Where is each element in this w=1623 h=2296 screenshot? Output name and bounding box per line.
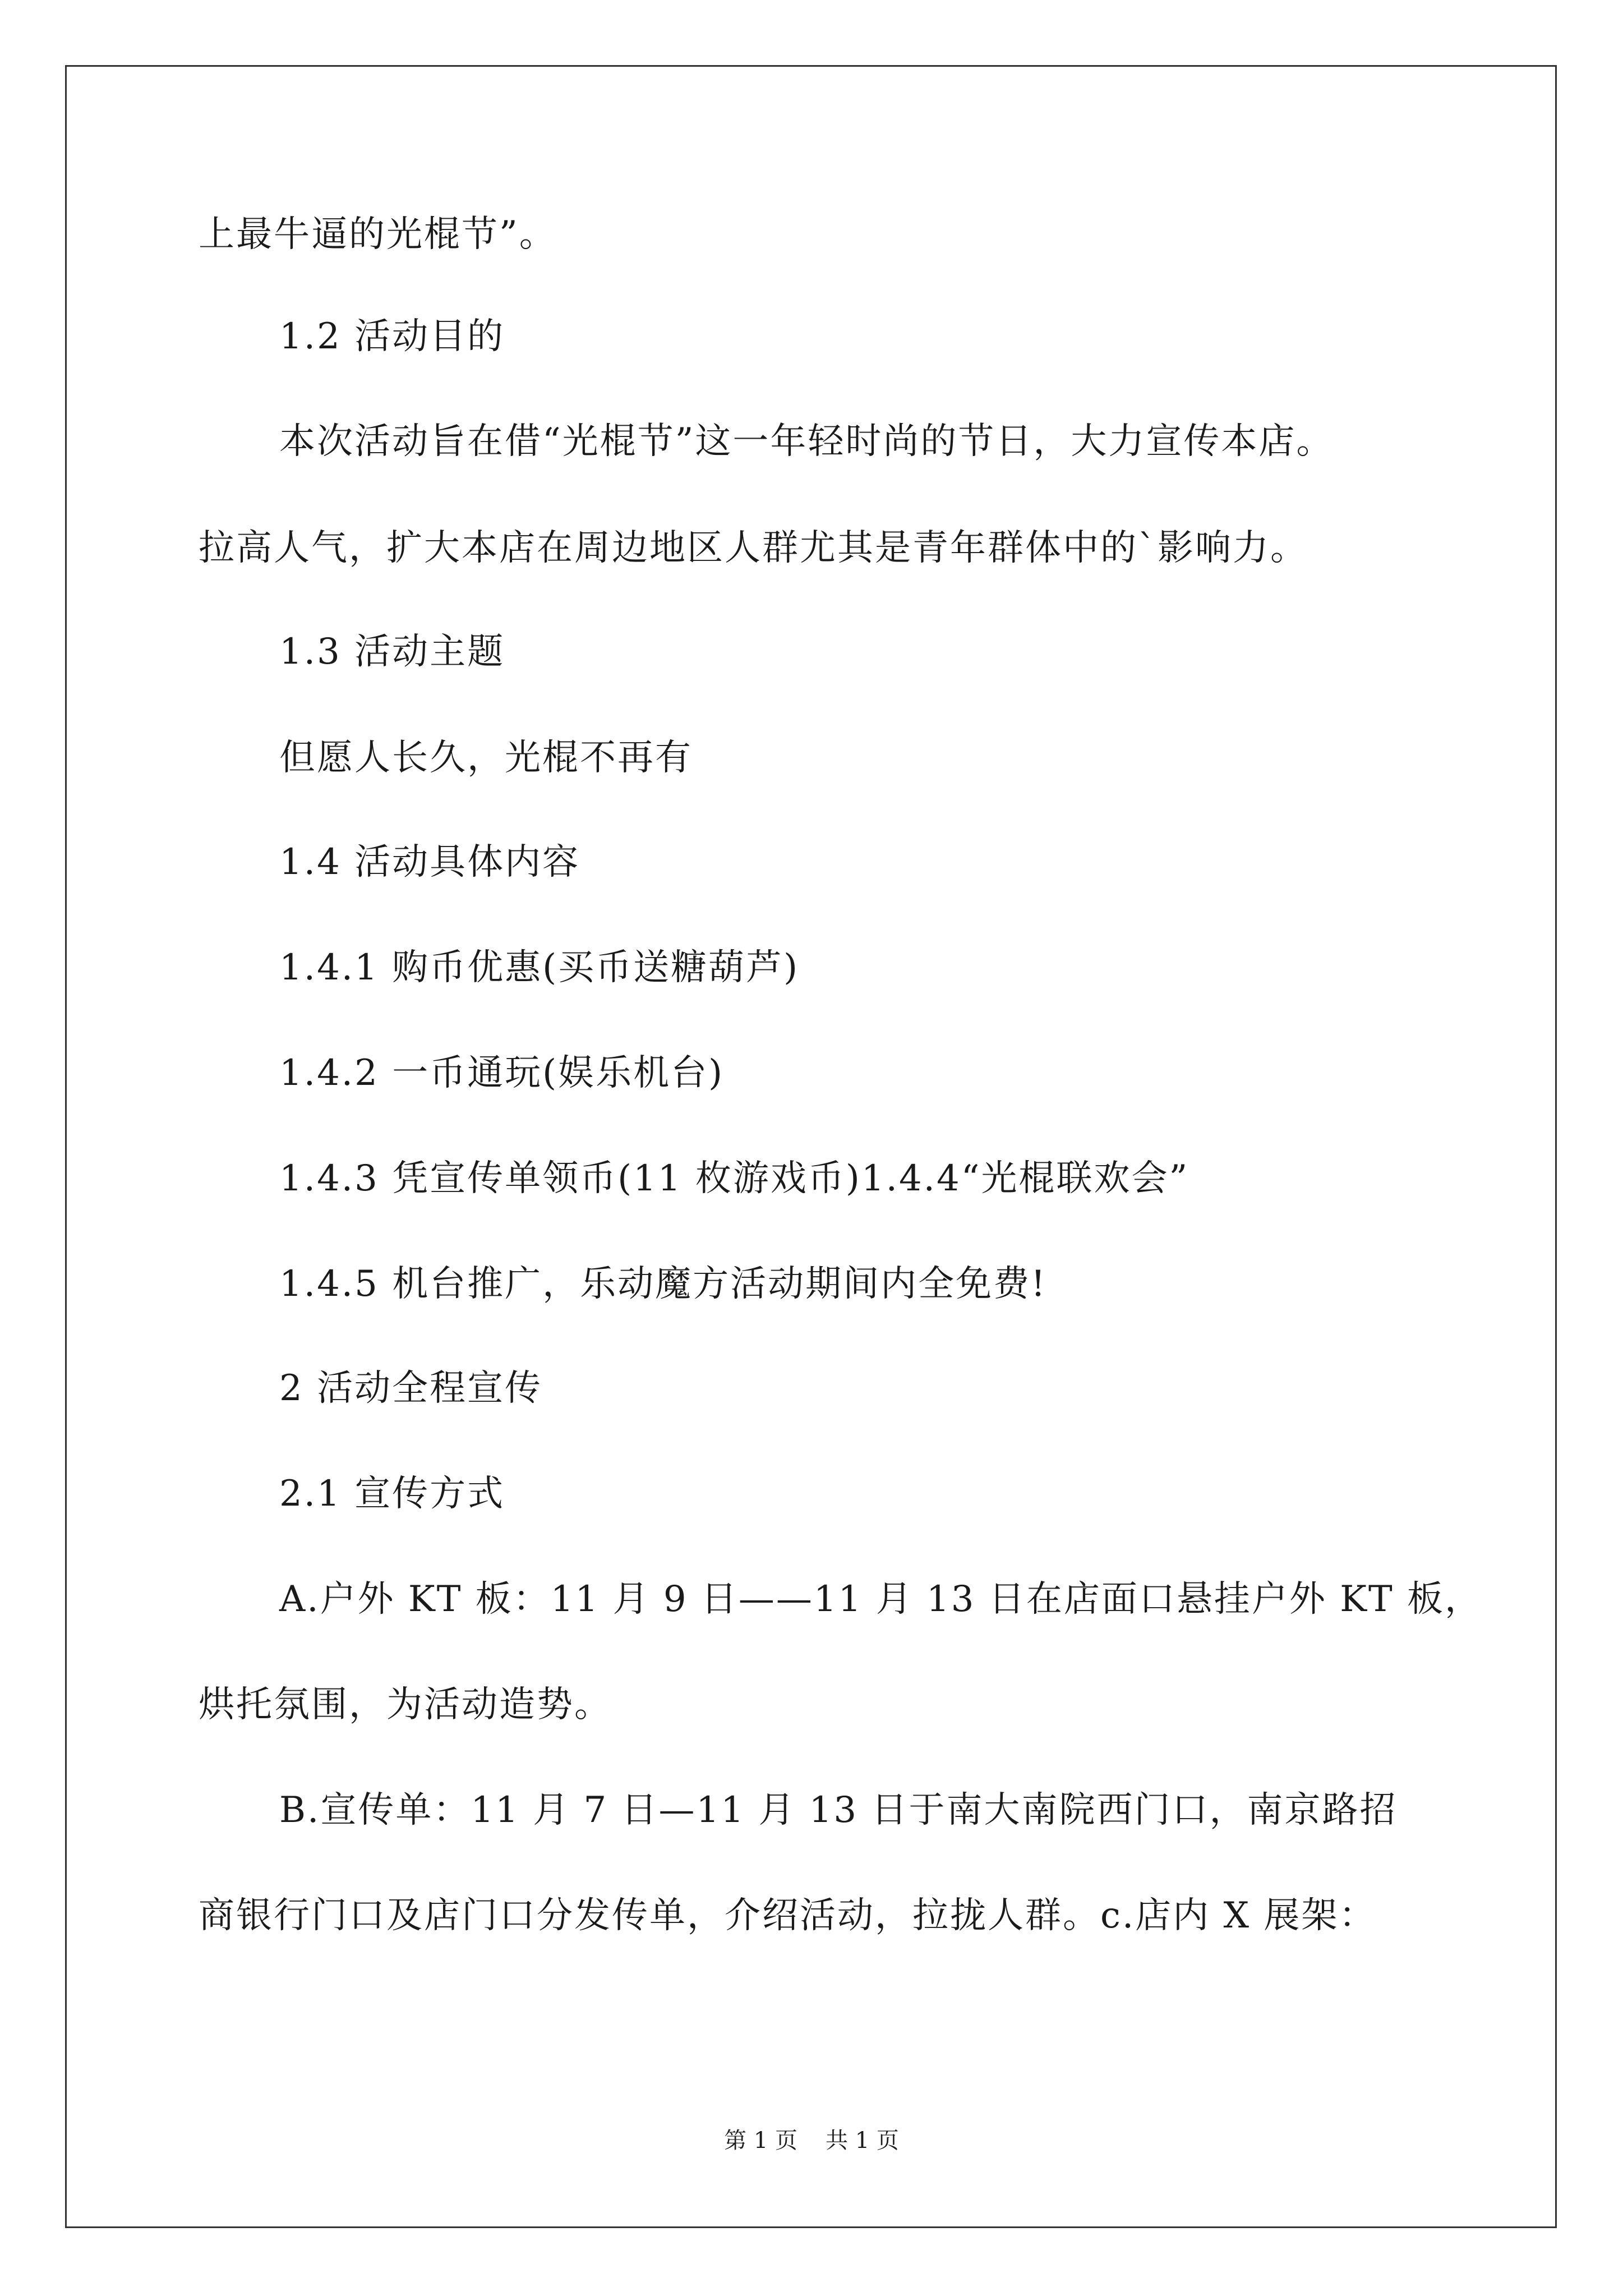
list-item: 1.4.5 机台推广，乐动魔方活动期间内全免费! xyxy=(279,1263,1047,1305)
paragraph-line: 但愿人长久，光棍不再有 xyxy=(279,737,693,779)
paragraph-line: 本次活动旨在借“光棍节”这一年轻时尚的节日，大力宣传本店。 xyxy=(279,421,1334,462)
section-heading: 1.2 活动目的 xyxy=(279,316,505,357)
section-heading: 1.3 活动主题 xyxy=(279,631,505,673)
list-item: 1.4.3 凭宣传单领币(11 枚游戏币)1.4.4“光棍联欢会” xyxy=(279,1158,1189,1199)
paragraph-line: 烘托氛围，为活动造势。 xyxy=(199,1684,612,1726)
section-heading: 1.4 活动具体内容 xyxy=(279,841,580,883)
list-item: 1.4.1 购币优惠(买币送糖葫芦) xyxy=(279,947,800,988)
paragraph-line: 上最牛逼的光棍节”。 xyxy=(199,214,557,255)
section-heading: 2 活动全程宣传 xyxy=(279,1368,543,1409)
paragraph-line: 商银行门口及店门口分发传单，介绍活动，拉拢人群。c.店内 X 展架： xyxy=(199,1895,1377,1936)
paragraph-line: A.户外 KT 板：11 月 9 日——11 月 13 日在店面口悬挂户外 KT 板， xyxy=(279,1579,1483,1620)
page-footer xyxy=(0,2124,1623,2157)
page-number: 第 1 页 xyxy=(724,2128,797,2154)
paragraph-line: B.宣传单：11 月 7 日—11 月 13 日于南大南院西门口，南京路招 xyxy=(279,1789,1398,1831)
list-item: 1.4.2 一币通玩(娱乐机台) xyxy=(279,1052,725,1094)
page-total: 共 1 页 xyxy=(826,2128,899,2154)
section-heading: 2.1 宣传方式 xyxy=(279,1473,505,1515)
paragraph-line: 拉高人气，扩大本店在周边地区人群尤其是青年群体中的`影响力。 xyxy=(199,527,1308,569)
